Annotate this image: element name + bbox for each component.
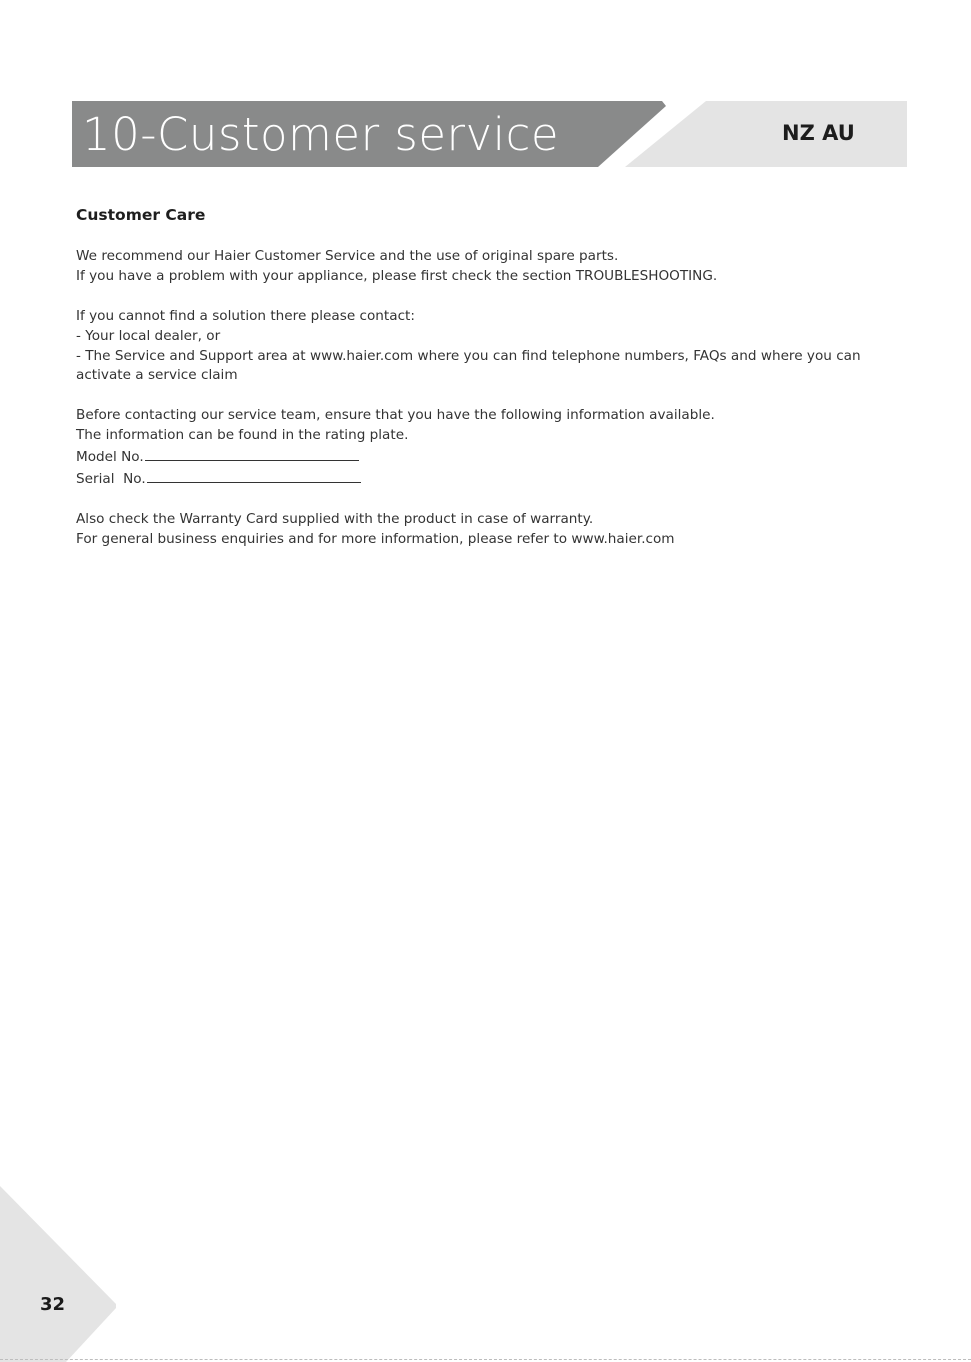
text-line: We recommend our Haier Customer Service and the use of original spare parts. (76, 248, 619, 264)
text-line: The information can be found in the rating plate. (76, 427, 409, 444)
text-line: If you cannot find a solution there please contact: (76, 307, 415, 324)
section-heading: Customer Care (76, 206, 206, 224)
text-line: Before contacting our service team, ensure that you have the following information available. (76, 407, 715, 424)
text-line: Also check the Warranty Card supplied with the product in case of warranty. (76, 510, 594, 527)
serial-number-label: Serial No. (76, 470, 146, 487)
model-number-row (76, 446, 876, 468)
warranty-paragraph (76, 510, 876, 550)
main-content (76, 203, 876, 569)
serial-number-blank (147, 468, 361, 483)
model-number-label: Model No. (76, 449, 144, 466)
page-number: 32 (40, 1294, 66, 1315)
intro-paragraph (76, 247, 876, 287)
page-corner-tab (0, 1186, 120, 1362)
text-line: For general business enquiries and for more information, please refer to www.haier.com (76, 530, 675, 547)
bottom-rule (0, 1359, 971, 1360)
region-label: NZ AU (782, 121, 855, 145)
serial-number-row (76, 468, 876, 490)
text-line: If you have a problem with your appliance, please first check the section TROUBLESHOOTING. (76, 267, 718, 284)
model-number-blank (145, 446, 359, 461)
section-title: 10-Customer service (82, 108, 560, 161)
list-item: - The Service and Support area at www.haier.com where you can find telephone numbers, FAQs and where you can activate a service claim (76, 347, 861, 384)
region-band (625, 101, 907, 167)
contact-paragraph (76, 307, 876, 387)
info-paragraph (76, 406, 876, 490)
list-item: - Your local dealer, or (76, 327, 221, 344)
